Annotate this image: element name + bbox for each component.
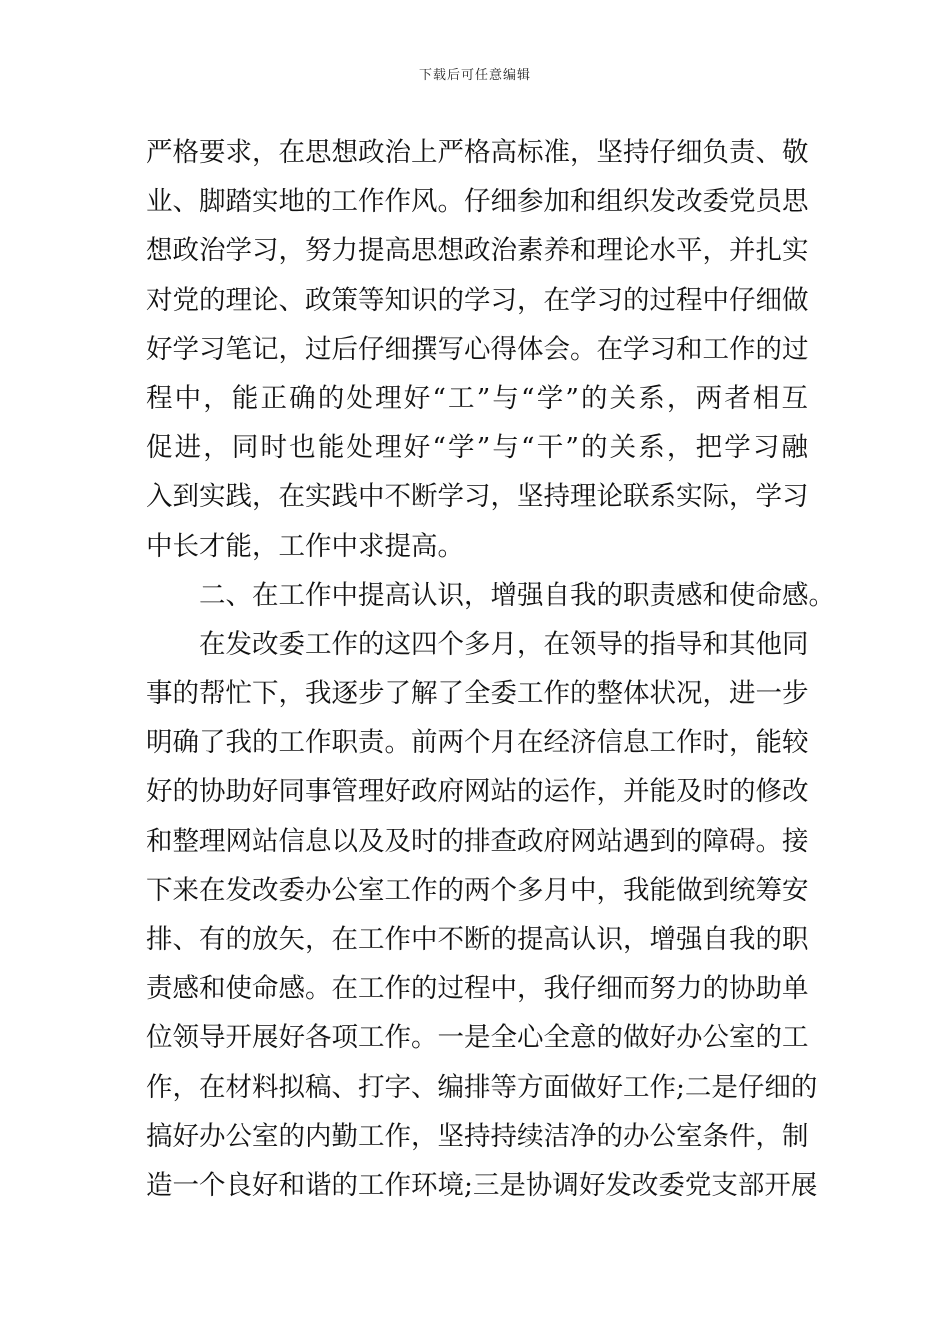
text-line: 和整理网站信息以及及时的排查政府网站遇到的障碍。接 xyxy=(146,825,809,857)
text-line: 下来在发改委办公室工作的两个多月中，我能做到统筹安 xyxy=(146,874,809,906)
text-line: 好学习笔记，过后仔细撰写心得体会。在学习和工作的过 xyxy=(146,333,809,365)
text-line: 严格要求，在思想政治上严格高标准，坚持仔细负责、敬 xyxy=(146,137,809,168)
text-line: 对党的理论、政策等知识的学习，在学习的过程中仔细做 xyxy=(146,284,809,316)
text-line: 明确了我的工作职责。前两个月在经济信息工作时，能较 xyxy=(146,727,809,759)
text-line: 事的帮忙下，我逐步了解了全委工作的整体状况，进一步 xyxy=(146,678,809,710)
text-line: 好的协助好同事管理好政府网站的运作，并能及时的修改 xyxy=(146,776,809,808)
text-line: 责感和使命感。在工作的过程中，我仔细而努力的协助单 xyxy=(146,973,809,1005)
text-line: 位领导开展好各项工作。一是全心全意的做好办公室的工 xyxy=(146,1022,809,1054)
text-line: 造一个良好和谐的工作环境;三是协调好发改委党支部开展 xyxy=(146,1169,818,1201)
text-line: 作，在材料拟稿、打字、编排等方面做好工作;二是仔细的 xyxy=(146,1071,818,1103)
text-line: 在发改委工作的这四个多月，在领导的指导和其他同 xyxy=(199,628,809,660)
text-line: 程中，能正确的处理好“工”与“学”的关系，两者相互 xyxy=(146,382,808,414)
document-body xyxy=(146,128,835,1210)
text-line: 业、脚踏实地的工作作风。仔细参加和组织发改委党员思 xyxy=(146,186,809,218)
text-line: 搞好办公室的内勤工作，坚持持续洁净的办公室条件，制 xyxy=(146,1120,809,1152)
page-header: 下载后可任意编辑 xyxy=(418,68,531,83)
text-line: 促进，同时也能处理好“学”与“干”的关系，把学习融 xyxy=(146,432,808,464)
section-heading xyxy=(146,571,835,620)
paragraph-1 xyxy=(146,128,808,571)
text-line: 入到实践，在实践中不断学习，坚持理论联系实际，学习 xyxy=(146,481,809,513)
text-line: 想政治学习，努力提高思想政治素养和理论水平，并扎实 xyxy=(146,235,809,267)
text-line: 中长才能，工作中求提高。 xyxy=(146,530,464,562)
text-line: 二、在工作中提高认识，增强自我的职责感和使命感。 xyxy=(199,579,835,611)
text-line: 排、有的放矢，在工作中不断的提高认识，增强自我的职 xyxy=(146,924,809,955)
paragraph-3 xyxy=(146,620,818,1210)
